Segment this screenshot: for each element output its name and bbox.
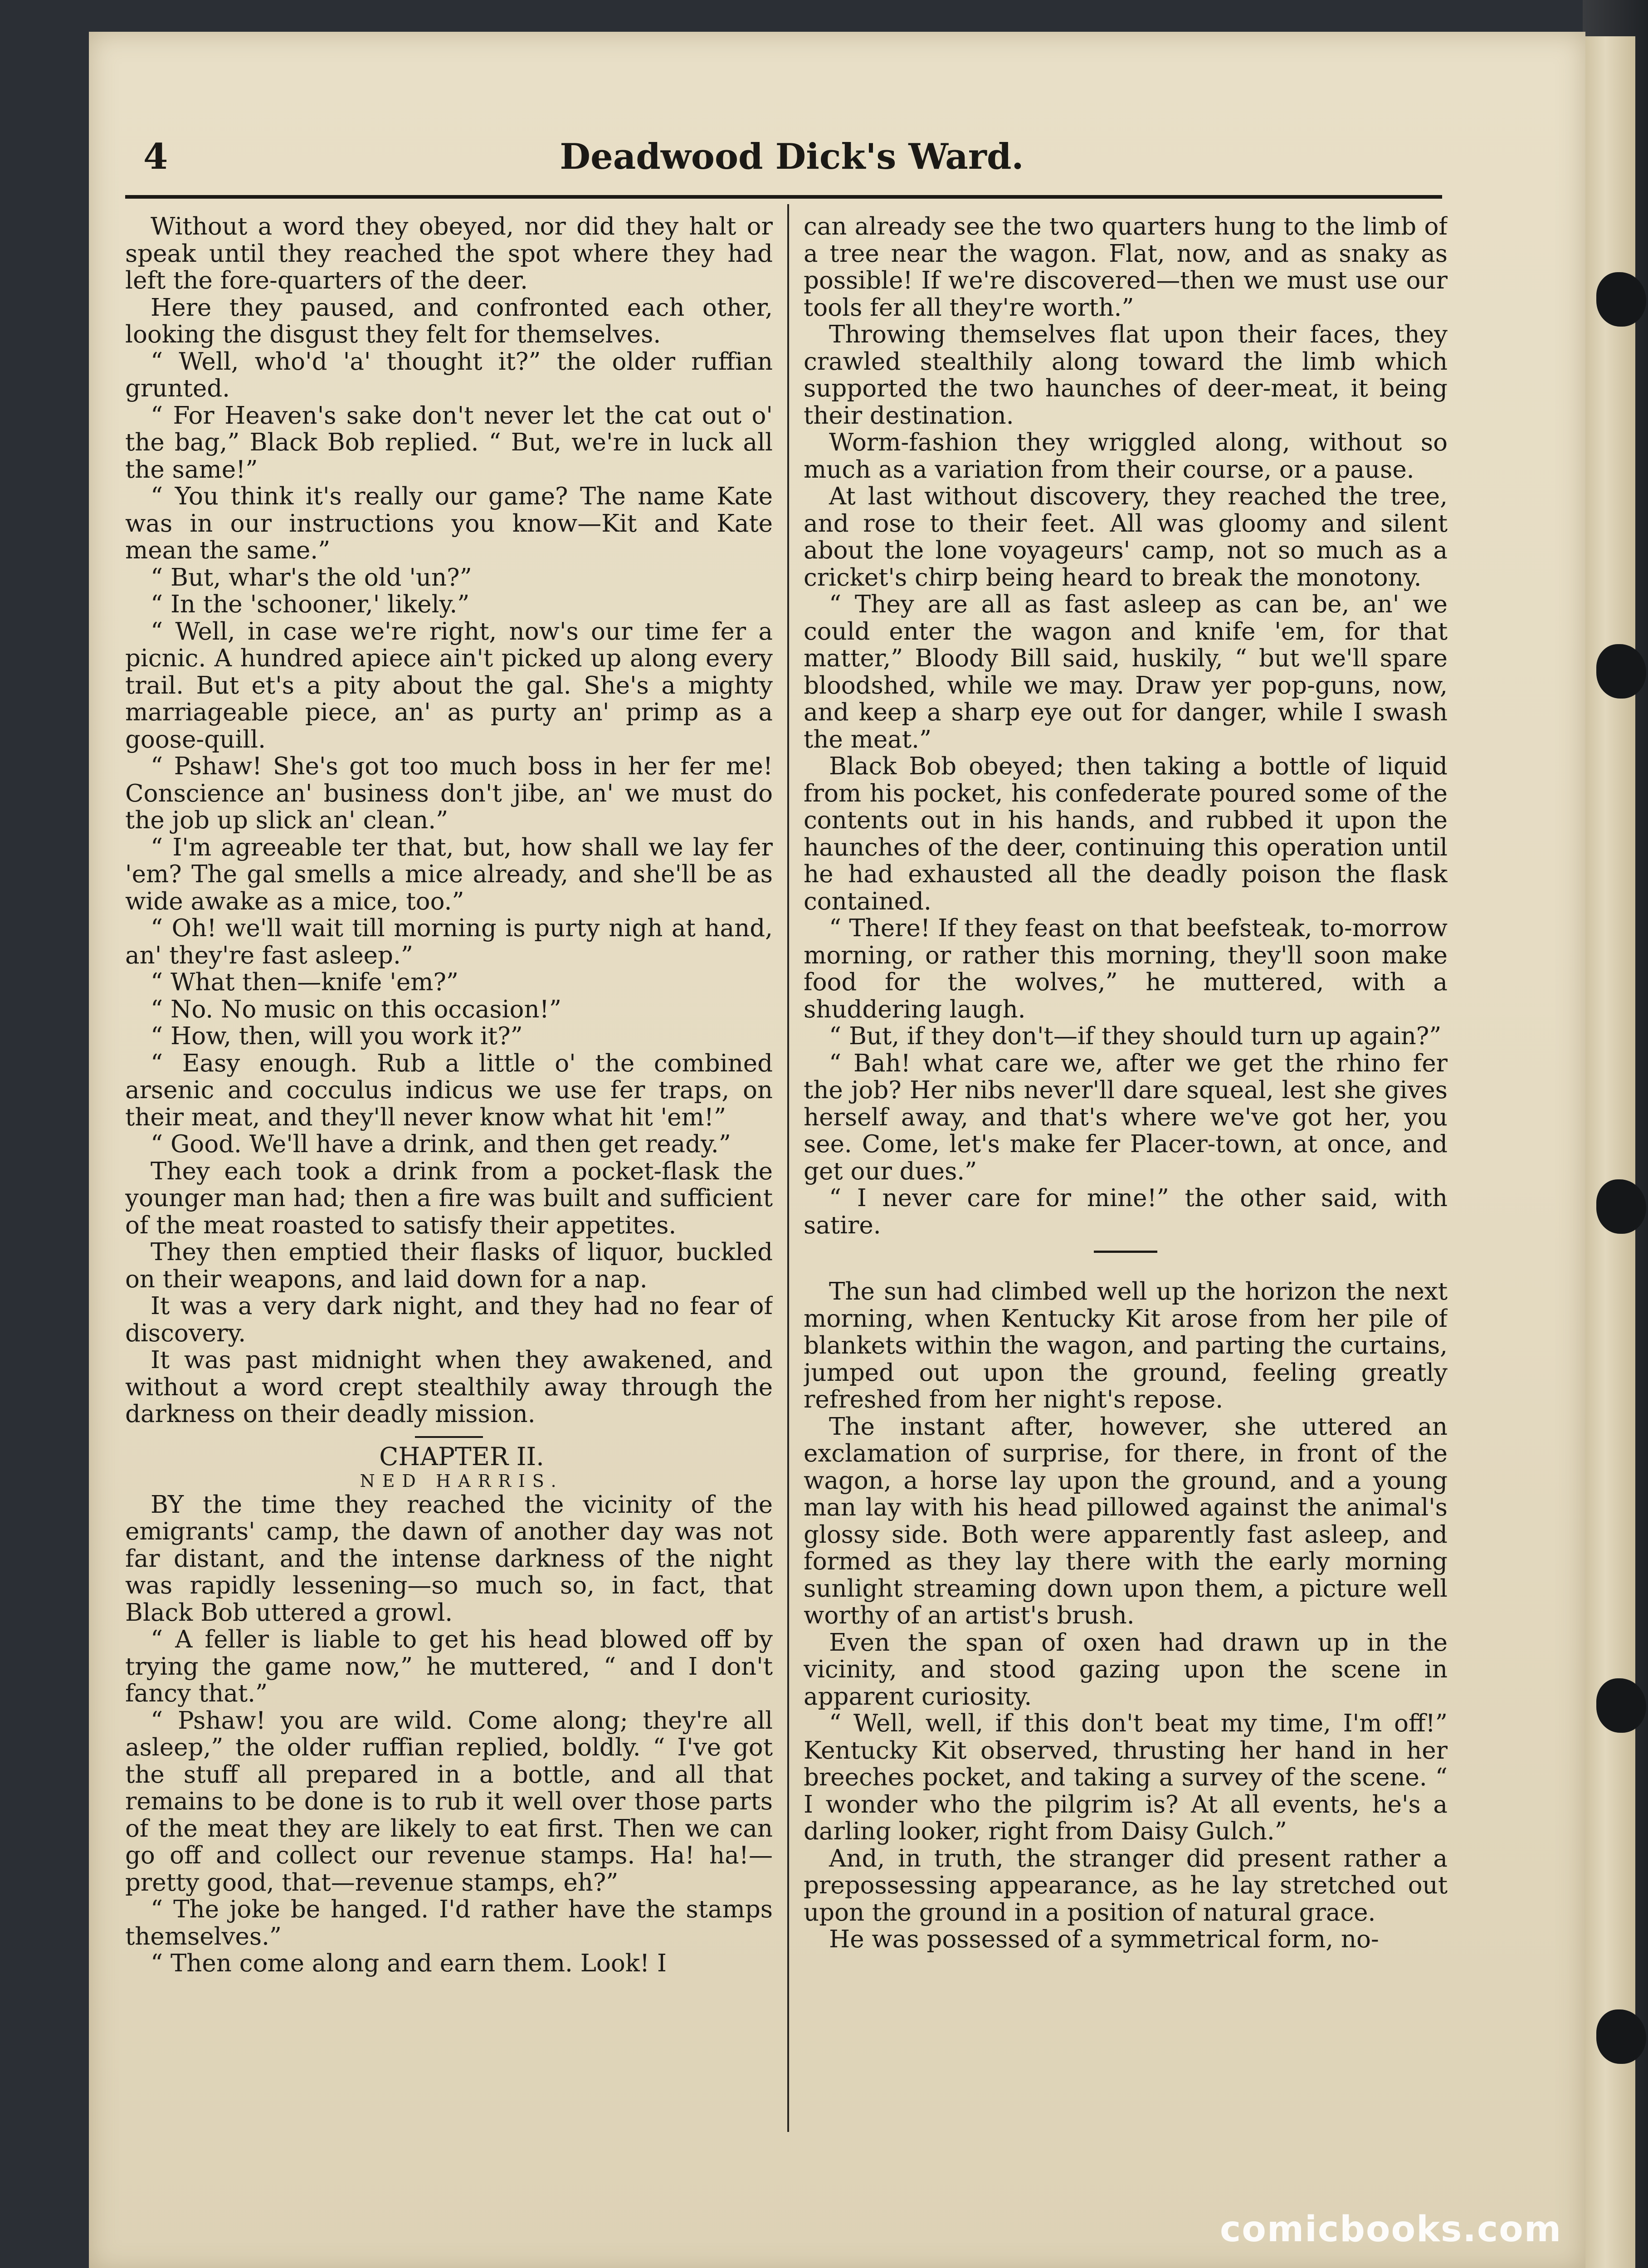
paragraph: “ Oh! we'll wait till morning is purty nigh at hand, an' they're fast asleep.” (125, 914, 773, 969)
binding-hole (1596, 644, 1646, 699)
column-divider (787, 204, 789, 2132)
paragraph: At last without discovery, they reached the tree, and rose to their feet. All was gloomy and silent about the lone voyageurs' camp, not so much as a cricket's chirp being heard to break the monotony. (804, 483, 1448, 591)
chapter-heading: CHAPTER II. (379, 1442, 544, 1471)
paragraph: “ Good. We'll have a drink, and then get ready.” (151, 1130, 731, 1158)
paragraph: Without a word they obeyed, nor did they halt or speak until they reached the spot where they had left the fore-quarters of the deer. (125, 213, 773, 294)
paragraph: It was a very dark night, and they had no fear of discovery. (125, 1292, 773, 1347)
paragraph: “ Easy enough. Rub a little o' the combined arsenic and cocculus indicus we use fer traps, on their meat, and they'll never know what hit 'em!” (125, 1049, 773, 1131)
paragraph: Black Bob obeyed; then taking a bottle of liquid from his pocket, his confederate poured some of the contents out in his hands, and rubbed it upon the haunches of the deer, continuing this operation until he had exhausted all the deadly poison the flask contained. (804, 753, 1448, 915)
paragraph: “ Well, who'd 'a' thought it?” the older ruffian grunted. (125, 347, 773, 402)
paragraph: “ What then—knife 'em?” (151, 968, 458, 996)
section-break-rule (1094, 1251, 1157, 1253)
paragraph: They each took a drink from a pocket-flask the younger man had; then a fire was built and sufficient of the meat roasted to satisfy their appetites. (125, 1157, 773, 1239)
paragraph: The sun had climbed well up the horizon the next morning, when Kentucky Kit arose from her pile of blankets within the wagon, and parting the curtains, jumped out upon the ground, feeling greatly refreshed from her night's repose. (804, 1278, 1448, 1413)
paragraph: “ How, then, will you work it?” (151, 1022, 523, 1050)
paragraph: “ Bah! what care we, after we get the rhino fer the job? Her nibs never'll dare squeal, lest she gives herself away, and that's where we've got her, you see. Come, let's make fer Placer-town, at once, and get our dues.” (804, 1049, 1448, 1185)
right-column (804, 213, 1448, 2141)
binding-hole (1596, 1678, 1646, 1733)
left-column (125, 213, 773, 2141)
binding-hole (1596, 1179, 1646, 1234)
paragraph: “ Pshaw! you are wild. Come along; they're all asleep,” the older ruffian replied, boldly. “ I've got the stuff all prepared in a bottle, and all that remains to be done is to rub it well over those parts of the meat they are likely to eat first. Then we can go off and collect our revenue stamps. Ha! ha!—pretty good, that—revenue stamps, eh?” (125, 1706, 773, 1897)
paragraph: “ Well, well, if this don't beat my time, I'm off!” Kentucky Kit observed, thrusting her hand in her breeches pocket, and taking a survey of the scene. “ I wonder who the pilgrim is? At all events, he's a darling looker, right from Daisy Gulch.” (804, 1710, 1448, 1845)
paragraph: “ But, whar's the old 'un?” (151, 563, 472, 591)
right-section-text (804, 1278, 1448, 1953)
paragraph: “ Then come along and earn them. Look! I (151, 1950, 667, 1977)
paragraph: “ They are all as fast asleep as can be, an' we could enter the wagon and knife 'em, for that matter,” Bloody Bill said, huskily, “ but we'll spare bloodshed, while we may. Draw yer pop-guns, now, and keep a sharp eye out for danger, while I swash the meat.” (804, 591, 1448, 753)
paragraph: It was past midnight when they awakened, and without a word crept stealthily away through the darkness on their deadly mission. (125, 1346, 773, 1428)
running-title: Deadwood Dick's Ward. (560, 136, 1024, 177)
paragraph: The instant after, however, she uttered an exclamation of surprise, for there, in front of the wagon, a horse lay upon the ground, and a young man lay with his head pillowed against the animal's glossy side. Both were apparently fast asleep, and formed as they lay there with the early morning sunlight streaming down upon them, a picture well worthy of an artist's brush. (804, 1413, 1448, 1629)
next-page-edge (1585, 36, 1635, 2268)
paragraph: “ The joke be hanged. I'd rather have the stamps themselves.” (125, 1896, 773, 1950)
chapter-rule (415, 1436, 483, 1438)
paragraph: “ I never care for mine!” the other said, with satire. (804, 1184, 1448, 1239)
paragraph: “ No. No music on this occasion!” (151, 995, 561, 1023)
paragraph: They then emptied their flasks of liquor, buckled on their weapons, and laid down for a nap. (125, 1238, 773, 1293)
paragraph: And, in truth, the stranger did present rather a prepossessing appearance, as he lay stretched out upon the ground in a position of natural grace. (804, 1844, 1448, 1926)
paragraph: “ You think it's really our game? The name Kate was in our instructions you know—Kit and Kate mean the same.” (125, 483, 773, 564)
left-text-block (125, 213, 773, 1428)
header-rule (125, 195, 1442, 199)
paragraph: can already see the two quarters hung to the limb of a tree near the wagon. Flat, now, and as snaky as possible! If we're discovered—then we must use our tools fer all they're worth.” (804, 213, 1448, 322)
binding-hole (1596, 2009, 1646, 2064)
paragraph: “ In the 'schooner,' likely.” (151, 591, 470, 618)
binding-hole (1596, 272, 1646, 327)
watermark: comicbooks.com (1220, 2209, 1562, 2250)
paragraph: “ A feller is liable to get his head blowed off by trying the game now,” he muttered, “ and I don't fancy that.” (125, 1626, 773, 1707)
right-text-block (804, 213, 1448, 1239)
paragraph: Worm-fashion they wriggled along, without so much as a variation from their course, or a pause. (804, 429, 1448, 484)
paragraph: Here they paused, and confronted each other, looking the disgust they felt for themselves. (125, 293, 773, 348)
paragraph: “ For Heaven's sake don't never let the cat out o' the bag,” Black Bob replied. “ But, we're in luck all the same!” (125, 401, 773, 484)
paragraph: “ Pshaw! She's got too much boss in her fer me! Conscience an' business don't jibe, an' we must do the job up slick an' clean.” (125, 753, 773, 834)
paragraph: “ But, if they don't—if they should turn up again?” (829, 1022, 1442, 1050)
paragraph: He was possessed of a symmetrical form, no- (829, 1926, 1379, 1953)
paragraph: Even the span of oxen had drawn up in the vicinity, and stood gazing upon the scene in apparent curiosity. (804, 1628, 1448, 1711)
page-number: 4 (143, 136, 168, 177)
left-chapter-text (125, 1491, 773, 1977)
paragraph: Throwing themselves flat upon their faces, they crawled stealthily along toward the limb which supported the two haunches of deer-meat, it being their destination. (804, 321, 1448, 430)
page-header (143, 136, 1440, 186)
paragraph: “ I'm agreeable ter that, but, how shall we lay fer 'em? The gal smells a mice already, and she'll be as wide awake as a mice, too.” (125, 833, 773, 915)
paragraph: “ Well, in case we're right, now's our time fer a picnic. A hundred apiece ain't picked up along every trail. But et's a pity about the gal. She's a mighty marriageable piece, an' as purty an' primp as a goose-quill. (125, 617, 773, 753)
paragraph: BY the time they reached the vicinity of the emigrants' camp, the dawn of another day was not far distant, and the intense darkness of the night was rapidly lessening—so much so, in fact, that Black Bob uttered a growl. (125, 1491, 773, 1627)
paragraph: “ There! If they feast on that beefsteak, to-morrow morning, or rather this morning, they'll soon make food for the wolves,” he muttered, with a shuddering laugh. (804, 914, 1448, 1023)
chapter-title: NED HARRIS. (360, 1471, 564, 1491)
